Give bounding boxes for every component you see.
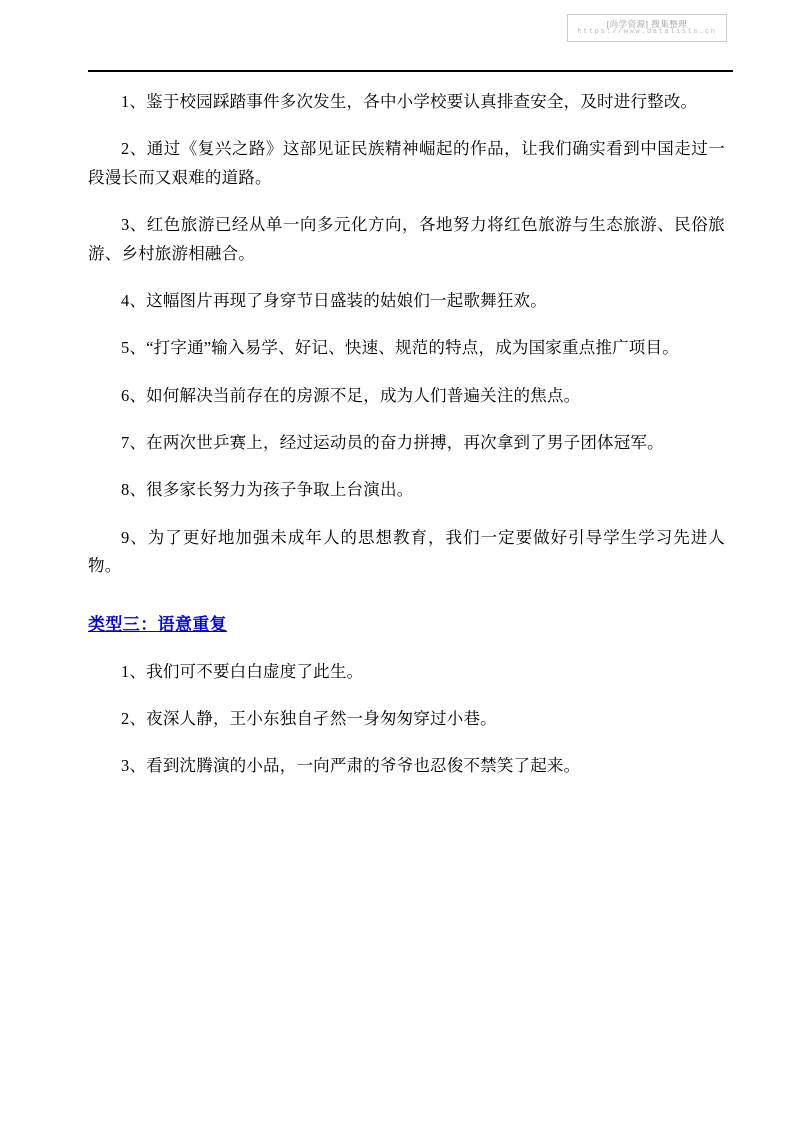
list-item: 2、通过《复兴之路》这部见证民族精神崛起的作品，让我们确实看到中国走过一段漫长而又艰难的道路。 (88, 139, 725, 187)
list-item: 5、“打字通”输入易学、好记、快速、规范的特点，成为国家重点推广项目。 (121, 338, 679, 358)
watermark-url-label: https://www.datalists.cn (577, 27, 717, 36)
section-heading-label: 类型三：语意重复 (88, 614, 228, 634)
section-heading (62, 611, 731, 638)
list-item: 8、很多家长努力为孩子争取上台演出。 (121, 480, 414, 500)
document-body (62, 0, 731, 781)
header-divider (88, 70, 733, 72)
list-item: 1、我们可不要白白虚度了此生。 (121, 661, 364, 681)
watermark-source-label: [尚学资源] 搜集整理 (606, 18, 688, 29)
list-item: 6、如何解决当前存在的房源不足，成为人们普遍关注的焦点。 (121, 385, 581, 405)
watermark-stamp (567, 14, 727, 42)
list-item: 3、红色旅游已经从单一向多元化方向，各地努力将红色旅游与生态旅游、民俗旅游、乡村旅游相融合。 (88, 215, 725, 263)
list-item: 7、在两次世乒赛上，经过运动员的奋力拼搏，再次拿到了男子团体冠军。 (121, 433, 664, 452)
list-item: 9、为了更好地加强未成年人的思想教育，我们一定要做好引导学生学习先进人物。 (88, 527, 725, 576)
list-item: 3、看到沈腾演的小品，一向严肃的爷爷也忍俊不禁笑了起来。 (121, 756, 581, 776)
list-item: 4、这幅图片再现了身穿节日盛装的姑娘们一起歌舞狂欢。 (121, 290, 547, 310)
list-item: 1、鉴于校园踩踏事件多次发生，各中小学校要认真排查安全，及时进行整改。 (121, 92, 698, 111)
list-item: 2、夜深人静，王小东独自孑然一身匆匆穿过小巷。 (121, 709, 497, 729)
